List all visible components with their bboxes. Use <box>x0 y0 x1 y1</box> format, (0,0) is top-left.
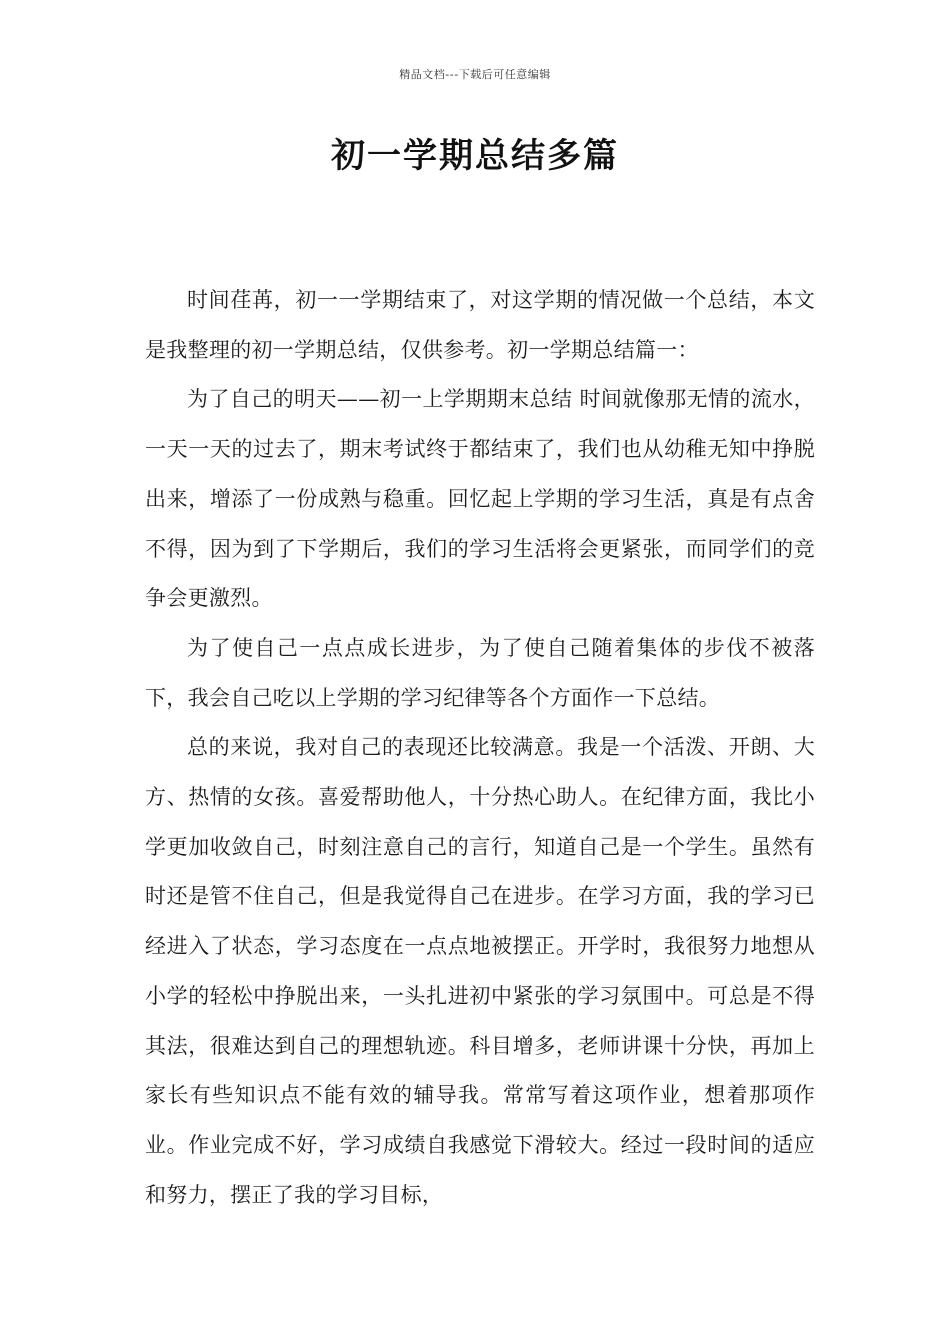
paragraph: 时间荏苒，初一一学期结束了，对这学期的情况做一个总结，本文是我整理的初一学期总结，仅供参考。初一学期总结篇一： <box>145 288 815 362</box>
paragraph: 为了自己的明天——初一上学期期末总结 时间就像那无情的流水，一天一天的过去了，期末考试终于都结束了，我们也从幼稚无知中挣脱出来，增添了一份成熟与稳重。回忆起上学期的学习生活，真是有点舍不得，因为到了下学期后，我们的学习生活将会更紧张，而同学们的竞争会更激烈。 <box>145 387 815 611</box>
document-body <box>145 276 815 1220</box>
paragraph: 总的来说，我对自己的表现还比较满意。我是一个活泼、开朗、大方、热情的女孩。喜爱帮助他人，十分热心助人。在纪律方面，我比小学更加收敛自己，时刻注意自己的言行，知道自己是一个学生。虽然有时还是管不住自己，但是我觉得自己在进步。在学习方面，我的学习已经进入了状态，学习态度在一点点地被摆正。开学时，我很努力地想从小学的轻松中挣脱出来，一头扎进初中紧张的学习氛围中。可总是不得其法，很难达到自己的理想轨迹。科目增多，老师讲课十分快，再加上家长有些知识点不能有效的辅导我。常常写着这项作业，想着那项作业。作业完成不好，学习成绩自我感觉下滑较大。经过一段时间的适应和努力，摆正了我的学习目标， <box>145 735 815 1207</box>
header-note: 精品文档---下载后可任意编辑 <box>399 68 551 81</box>
paragraph: 为了使自己一点点成长进步，为了使自己随着集体的步伐不被落下，我会自己吃以上学期的学习纪律等各个方面作一下总结。 <box>145 635 815 710</box>
document-title: 初一学期总结多篇 <box>331 136 619 176</box>
